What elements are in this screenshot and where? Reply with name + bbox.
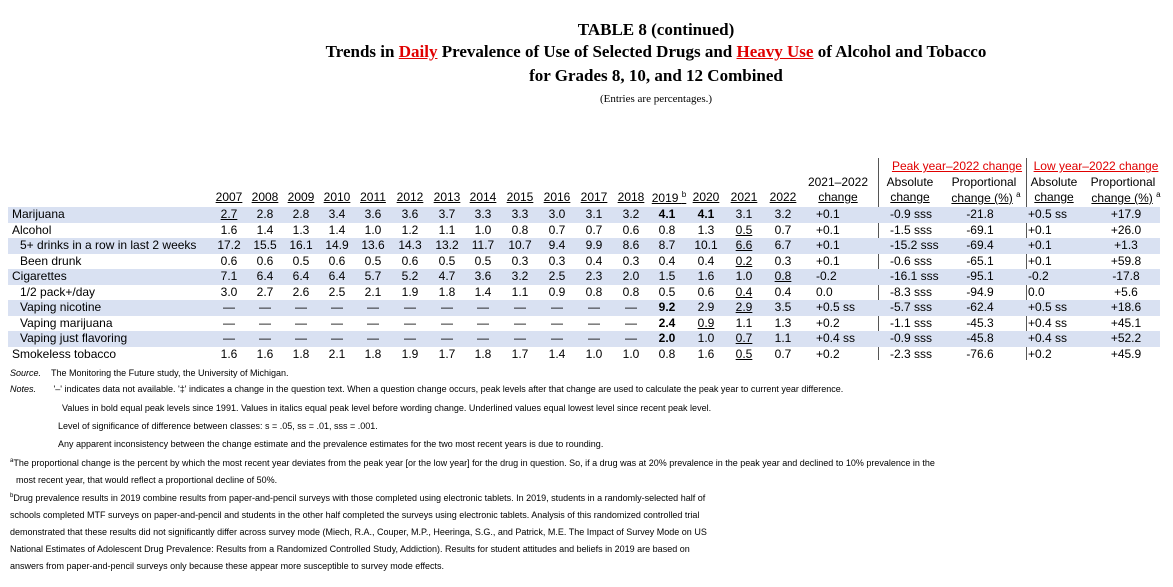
peak-prop-cell: -95.1: [966, 269, 994, 283]
table-row: [8, 347, 1160, 363]
peak-abs-cell: -0.9 sss: [890, 331, 933, 345]
value-cell: 0.6: [697, 284, 715, 299]
source-note: [10, 368, 289, 378]
value-cell: 10.7: [508, 238, 532, 252]
change-cell: +0.1: [816, 222, 840, 237]
entries-note: (Entries are percentages.): [599, 93, 713, 105]
source-label: Source.: [10, 368, 42, 378]
year-header-2011: 2011: [360, 190, 386, 204]
value-cell: 2.3: [585, 269, 603, 283]
value-cell: 1.6: [697, 269, 715, 283]
value-cell: 7.1: [220, 269, 238, 283]
value-cell: 2.1: [328, 346, 346, 361]
value-cell: 1.7: [511, 346, 529, 361]
value-cell: —: [404, 331, 416, 345]
change-cell: +0.5 ss: [816, 300, 856, 314]
value-cell: 0.5: [438, 253, 456, 268]
value-cell: 3.4: [328, 207, 346, 221]
value-cell: 1.9: [401, 284, 419, 299]
value-cell: —: [295, 331, 307, 345]
value-cell: —: [331, 300, 343, 314]
year-header-2007: 2007: [215, 190, 243, 204]
change-cell: +0.1: [816, 253, 840, 268]
table-subtitle: [0, 42, 1173, 62]
prop-label: change (%): [951, 191, 1013, 205]
peak-abs-cell: -16.1 sss: [890, 269, 939, 283]
footnote-a-marker: a: [10, 458, 14, 464]
row-label: 5+ drinks in a row in last 2 weeks: [20, 238, 197, 252]
value-cell: 3.3: [474, 207, 492, 221]
value-cell: 17.2: [217, 238, 241, 252]
value-cell: 3.2: [511, 269, 529, 283]
value-cell: 3.6: [364, 207, 382, 221]
value-cell: —: [625, 315, 637, 330]
year-header-2010: 2010: [323, 190, 351, 204]
value-cell: 11.7: [471, 238, 495, 252]
value-cell: 5.2: [401, 269, 419, 283]
value-cell: 6.7: [774, 238, 792, 252]
value-cell: 2.1: [364, 284, 382, 299]
value-cell: 6.4: [328, 269, 346, 283]
low-abs-cell: +0.5 ss: [1028, 300, 1068, 314]
value-cell: 4.1: [658, 207, 676, 221]
peak-prop-cell: -45.8: [966, 331, 994, 345]
value-cell: 0.8: [585, 284, 603, 299]
low-prop-cell: +59.8: [1110, 253, 1142, 268]
peak-abs-header-bottom: change: [890, 190, 930, 204]
value-cell: 0.8: [658, 222, 676, 237]
peak-prop-cell: -69.4: [966, 238, 994, 252]
table-row: [8, 300, 1160, 316]
value-cell: 3.6: [401, 207, 419, 221]
value-cell: 0.3: [774, 253, 792, 268]
notes-line-4: Any apparent inconsistency between the change estimate and the prevalence estimates for the two most recent years is due to rounding.: [58, 439, 604, 449]
value-cell: 1.1: [511, 284, 529, 299]
peak-abs-cell: -2.3 sss: [890, 346, 933, 361]
value-cell: 2.5: [548, 269, 566, 283]
value-cell: 14.9: [325, 238, 349, 252]
value-cell: 0.7: [735, 331, 753, 345]
value-cell: 1.0: [622, 346, 640, 361]
table-row: [8, 207, 1160, 223]
peak-group-header: Peak year–2022 change: [891, 159, 1023, 173]
low-prop-header-bottom: [1086, 190, 1166, 205]
table-row: [8, 238, 1160, 254]
year-header-2018: 2018: [617, 190, 645, 204]
value-cell: 0.5: [735, 222, 753, 237]
footnote-a: [10, 458, 935, 468]
value-cell: 0.3: [622, 253, 640, 268]
low-prop-cell: +52.2: [1110, 331, 1142, 345]
subtitle-part: Prevalence of Use of Selected Drugs and: [437, 42, 737, 61]
source-text: The Monitoring the Future study, the University of Michigan.: [51, 368, 289, 378]
value-cell: 1.5: [658, 269, 676, 283]
value-cell: 0.3: [511, 253, 529, 268]
value-cell: 2.9: [697, 300, 715, 314]
value-cell: 0.7: [774, 222, 792, 237]
low-prop-cell: +5.6: [1114, 284, 1138, 299]
value-cell: —: [551, 315, 563, 330]
low-prop-cell: +45.9: [1110, 346, 1142, 361]
change-cell: +0.2: [816, 346, 840, 361]
value-cell: 1.4: [548, 346, 566, 361]
low-prop-cell: +1.3: [1114, 238, 1138, 252]
value-cell: 0.6: [401, 253, 419, 268]
year-text: 2019: [651, 191, 679, 205]
footnote-b-mark: b: [681, 190, 687, 199]
year-header-2021: 2021: [730, 190, 758, 204]
value-cell: 6.4: [292, 269, 310, 283]
heavy-use-emphasis: Heavy Use: [736, 42, 814, 61]
value-cell: 1.0: [364, 222, 382, 237]
value-cell: 0.4: [658, 253, 676, 268]
value-cell: 0.9: [697, 315, 715, 330]
peak-abs-cell: -1.5 sss: [890, 222, 933, 237]
value-cell: —: [223, 315, 235, 330]
value-cell: 3.1: [735, 207, 753, 221]
year-header-2022: 2022: [769, 190, 797, 204]
value-cell: 15.5: [253, 238, 277, 252]
year-header-2017: 2017: [580, 190, 608, 204]
value-cell: 10.1: [694, 238, 718, 252]
value-cell: —: [441, 300, 453, 314]
value-cell: 0.4: [735, 284, 753, 299]
value-cell: 0.5: [658, 284, 676, 299]
value-cell: —: [259, 315, 271, 330]
peak-prop-cell: -65.1: [966, 253, 994, 268]
value-cell: 2.0: [658, 331, 676, 345]
footnote-a-cont: most recent year, that would reflect a proportional decline of 50%.: [16, 475, 278, 485]
value-cell: —: [331, 331, 343, 345]
value-cell: —: [514, 315, 526, 330]
value-cell: 13.2: [435, 238, 459, 252]
value-cell: —: [477, 300, 489, 314]
value-cell: —: [367, 300, 379, 314]
value-cell: 1.4: [474, 284, 492, 299]
change-header-bottom: change: [818, 190, 858, 204]
footnote-b-text: Drug prevalence results in 2019 combine results from paper-and-pencil surveys with those completed using electronic tablets. In 2019, students in a randomly-selected half of: [13, 493, 706, 503]
peak-abs-cell: -0.9 sss: [890, 207, 933, 221]
year-header-2015: 2015: [506, 190, 534, 204]
row-label: 1/2 pack+/day: [20, 284, 96, 299]
peak-prop-cell: -62.4: [966, 300, 994, 314]
value-cell: 1.3: [774, 315, 792, 330]
peak-prop-cell: -21.8: [966, 207, 994, 221]
low-group-header: Low year–2022 change: [1033, 159, 1159, 173]
value-cell: 0.8: [622, 284, 640, 299]
footnote-b-line-4: National Estimates of Adolescent Drug Prevalence: Results from a Randomized Controlled Study, Addiction). Results for student attitudes and beliefs in 2019 are based on: [10, 544, 690, 554]
year-header-2009: 2009: [287, 190, 315, 204]
value-cell: —: [259, 300, 271, 314]
value-cell: —: [588, 331, 600, 345]
low-prop-cell: +18.6: [1110, 300, 1142, 314]
value-cell: 2.6: [292, 284, 310, 299]
low-abs-cell: +0.2: [1028, 346, 1052, 361]
value-cell: 1.3: [292, 222, 310, 237]
value-cell: —: [588, 315, 600, 330]
peak-prop-cell: -69.1: [966, 222, 994, 237]
value-cell: 1.3: [697, 222, 715, 237]
value-cell: —: [441, 315, 453, 330]
peak-prop-header-bottom: [946, 190, 1026, 205]
value-cell: 1.4: [256, 222, 274, 237]
change-cell: -0.2: [816, 269, 837, 283]
year-header-2012: 2012: [396, 190, 424, 204]
low-abs-cell: +0.1: [1028, 238, 1052, 252]
value-cell: 2.4: [658, 315, 676, 330]
value-cell: —: [223, 300, 235, 314]
value-cell: 0.3: [548, 253, 566, 268]
value-cell: 9.9: [585, 238, 603, 252]
low-abs-cell: -0.2: [1028, 269, 1049, 283]
value-cell: 1.1: [735, 315, 753, 330]
year-header-2013: 2013: [433, 190, 461, 204]
peak-prop-cell: -45.3: [966, 315, 994, 330]
value-cell: 0.5: [474, 253, 492, 268]
value-cell: —: [588, 300, 600, 314]
notes-label: Notes.: [10, 384, 37, 394]
peak-abs-cell: -0.6 sss: [890, 253, 933, 268]
value-cell: 3.2: [774, 207, 792, 221]
value-cell: 1.9: [401, 346, 419, 361]
value-cell: 0.7: [585, 222, 603, 237]
value-cell: —: [331, 315, 343, 330]
footnote-a-mark: a: [1016, 190, 1021, 199]
table-row: [8, 285, 1160, 301]
value-cell: 0.7: [548, 222, 566, 237]
value-cell: 14.3: [398, 238, 422, 252]
subtitle-part: of Alcohol and Tobacco: [813, 42, 987, 61]
value-cell: 0.6: [256, 253, 274, 268]
row-label: Marijuana: [12, 207, 65, 221]
value-cell: 1.0: [585, 346, 603, 361]
value-cell: 0.6: [622, 222, 640, 237]
value-cell: 0.8: [511, 222, 529, 237]
low-abs-header-top: Absolute: [1030, 175, 1078, 189]
value-cell: 1.7: [438, 346, 456, 361]
value-cell: 1.6: [256, 346, 274, 361]
row-label: Vaping nicotine: [20, 300, 102, 314]
value-cell: —: [404, 300, 416, 314]
value-cell: 9.2: [658, 300, 676, 314]
low-prop-cell: +45.1: [1110, 315, 1142, 330]
value-cell: 3.2: [622, 207, 640, 221]
value-cell: 3.3: [511, 207, 529, 221]
value-cell: —: [551, 300, 563, 314]
notes-text: '–' indicates data not available. '‡' indicates a change in the question text. When a question change occurs, peak levels after that change are used to calculate the peak year to current year difference.: [53, 384, 844, 394]
value-cell: 1.8: [364, 346, 382, 361]
change-cell: +0.1: [816, 207, 840, 221]
value-cell: 16.1: [289, 238, 313, 252]
value-cell: 1.8: [474, 346, 492, 361]
value-cell: 0.9: [548, 284, 566, 299]
value-cell: —: [477, 331, 489, 345]
change-cell: +0.2: [816, 315, 840, 330]
footnote-b-line-5: answers from paper-and-pencil surveys only because these appear more susceptible to survey mode effects.: [10, 561, 445, 571]
year-header-2019: [647, 190, 691, 205]
row-label: Vaping marijuana: [20, 315, 113, 330]
value-cell: 3.1: [585, 207, 603, 221]
value-cell: 6.4: [256, 269, 274, 283]
value-cell: 0.4: [774, 284, 792, 299]
value-cell: 4.1: [697, 207, 715, 221]
notes-line-3: Level of significance of difference between classes: s = .05, ss = .01, sss = .001.: [58, 421, 378, 431]
value-cell: —: [404, 315, 416, 330]
value-cell: 6.6: [735, 238, 753, 252]
value-cell: 9.4: [548, 238, 566, 252]
value-cell: 3.6: [474, 269, 492, 283]
value-cell: 3.7: [438, 207, 456, 221]
value-cell: —: [441, 331, 453, 345]
value-cell: —: [259, 331, 271, 345]
value-cell: 0.6: [328, 253, 346, 268]
row-label: Vaping just flavoring: [20, 331, 128, 345]
value-cell: 3.0: [220, 284, 238, 299]
value-cell: 0.8: [658, 346, 676, 361]
value-cell: —: [477, 315, 489, 330]
notes-line-1: [10, 384, 843, 394]
footnote-b-line-3: demonstrated that these results did not significantly differ across survey mode (Miech, R.A., Couper, M.P., Heeringa, S.G., and Patrick, M.E. The Impact of Survey Mode on US: [10, 527, 707, 537]
value-cell: 1.1: [438, 222, 456, 237]
value-cell: 0.4: [585, 253, 603, 268]
low-prop-cell: -17.8: [1112, 269, 1140, 283]
value-cell: —: [625, 331, 637, 345]
table-row: [8, 316, 1160, 332]
value-cell: 0.6: [220, 253, 238, 268]
row-label: Cigarettes: [12, 269, 67, 283]
peak-prop-cell: -94.9: [966, 284, 994, 299]
row-label: Smokeless tobacco: [12, 346, 117, 361]
footnote-b-line-2: schools completed MTF surveys on paper-and-pencil and students in the other half completed the surveys using electronic tablets. Analysis of this randomized controlled trial: [10, 510, 700, 520]
low-prop-cell: +17.9: [1110, 207, 1142, 221]
low-abs-cell: +0.1: [1028, 222, 1052, 237]
table-title: TABLE 8 (continued): [577, 20, 735, 39]
value-cell: 0.8: [774, 269, 792, 283]
year-header-2008: 2008: [251, 190, 279, 204]
value-cell: —: [367, 315, 379, 330]
subtitle-part: Trends in: [325, 42, 399, 61]
change-cell: 0.0: [816, 284, 833, 299]
peak-abs-cell: -5.7 sss: [890, 300, 933, 314]
low-abs-cell: +0.5 ss: [1028, 207, 1068, 221]
value-cell: —: [551, 331, 563, 345]
value-cell: —: [223, 331, 235, 345]
low-prop-header-top: Proportional: [1090, 175, 1156, 189]
value-cell: 1.0: [474, 222, 492, 237]
value-cell: 3.0: [548, 207, 566, 221]
footnote-a-mark: a: [1156, 190, 1161, 199]
value-cell: 2.8: [256, 207, 274, 221]
table-subtitle-grades: for Grades 8, 10, and 12 Combined: [529, 66, 783, 85]
value-cell: 3.5: [774, 300, 792, 314]
low-abs-cell: +0.1: [1028, 253, 1052, 268]
value-cell: 0.5: [292, 253, 310, 268]
year-header-2020: 2020: [692, 190, 720, 204]
table-row: [8, 331, 1160, 347]
value-cell: 0.7: [774, 346, 792, 361]
value-cell: 1.6: [220, 222, 238, 237]
value-cell: 2.7: [256, 284, 274, 299]
year-header-2014: 2014: [469, 190, 497, 204]
value-cell: 2.8: [292, 207, 310, 221]
value-cell: 0.4: [697, 253, 715, 268]
value-cell: —: [514, 331, 526, 345]
low-abs-cell: 0.0: [1028, 284, 1045, 299]
value-cell: —: [514, 300, 526, 314]
row-label: Alcohol: [12, 222, 52, 237]
footnote-b-marker: b: [10, 493, 14, 499]
value-cell: —: [367, 331, 379, 345]
value-cell: 8.7: [658, 238, 676, 252]
low-abs-header-bottom: change: [1034, 190, 1074, 204]
low-abs-cell: +0.4 ss: [1028, 315, 1068, 330]
value-cell: 1.8: [438, 284, 456, 299]
prop-label: change (%): [1091, 191, 1153, 205]
value-cell: 1.2: [401, 222, 419, 237]
change-cell: +0.1: [816, 238, 840, 252]
value-cell: 0.5: [364, 253, 382, 268]
value-cell: 0.5: [735, 346, 753, 361]
table-row: [8, 254, 1160, 270]
change-cell: +0.4 ss: [816, 331, 856, 345]
low-prop-cell: +26.0: [1110, 222, 1142, 237]
value-cell: 1.6: [220, 346, 238, 361]
low-abs-cell: +0.4 ss: [1028, 331, 1068, 345]
value-cell: 5.7: [364, 269, 382, 283]
value-cell: 2.0: [622, 269, 640, 283]
value-cell: 1.6: [697, 346, 715, 361]
value-cell: 2.7: [220, 207, 238, 221]
peak-prop-cell: -76.6: [966, 346, 994, 361]
value-cell: 1.0: [735, 269, 753, 283]
value-cell: 2.9: [735, 300, 753, 314]
notes-line-2: Values in bold equal peak levels since 1991. Values in italics equal peak level before wording change. Underlined values equal lowest level since recent peak level.: [62, 403, 712, 413]
footnote-a-text: The proportional change is the percent by which the most recent year deviates from the peak year [or the low year] for the drug in question. So, if a drug was at 20% prevalence in the peak year and declined to 10% prevalence in the: [13, 458, 935, 468]
value-cell: —: [295, 315, 307, 330]
peak-abs-cell: -8.3 sss: [890, 284, 933, 299]
peak-abs-cell: -1.1 sss: [890, 315, 933, 330]
value-cell: —: [295, 300, 307, 314]
value-cell: 2.5: [328, 284, 346, 299]
peak-abs-cell: -15.2 sss: [890, 238, 939, 252]
daily-emphasis: Daily: [398, 42, 438, 61]
value-cell: —: [625, 300, 637, 314]
year-header-2016: 2016: [543, 190, 571, 204]
value-cell: 1.1: [774, 331, 792, 345]
value-cell: 1.4: [328, 222, 346, 237]
peak-abs-header-top: Absolute: [886, 175, 934, 189]
footnote-b: [10, 493, 705, 503]
peak-prop-header-top: Proportional: [951, 175, 1017, 189]
table-row: [8, 223, 1160, 239]
value-cell: 8.6: [622, 238, 640, 252]
value-cell: 1.0: [697, 331, 715, 345]
table-row: [8, 269, 1160, 285]
value-cell: 0.2: [735, 253, 753, 268]
change-header-top: 2021–2022: [807, 175, 869, 189]
row-label: Been drunk: [20, 253, 82, 268]
value-cell: 13.6: [361, 238, 385, 252]
value-cell: 1.8: [292, 346, 310, 361]
value-cell: 4.7: [438, 269, 456, 283]
